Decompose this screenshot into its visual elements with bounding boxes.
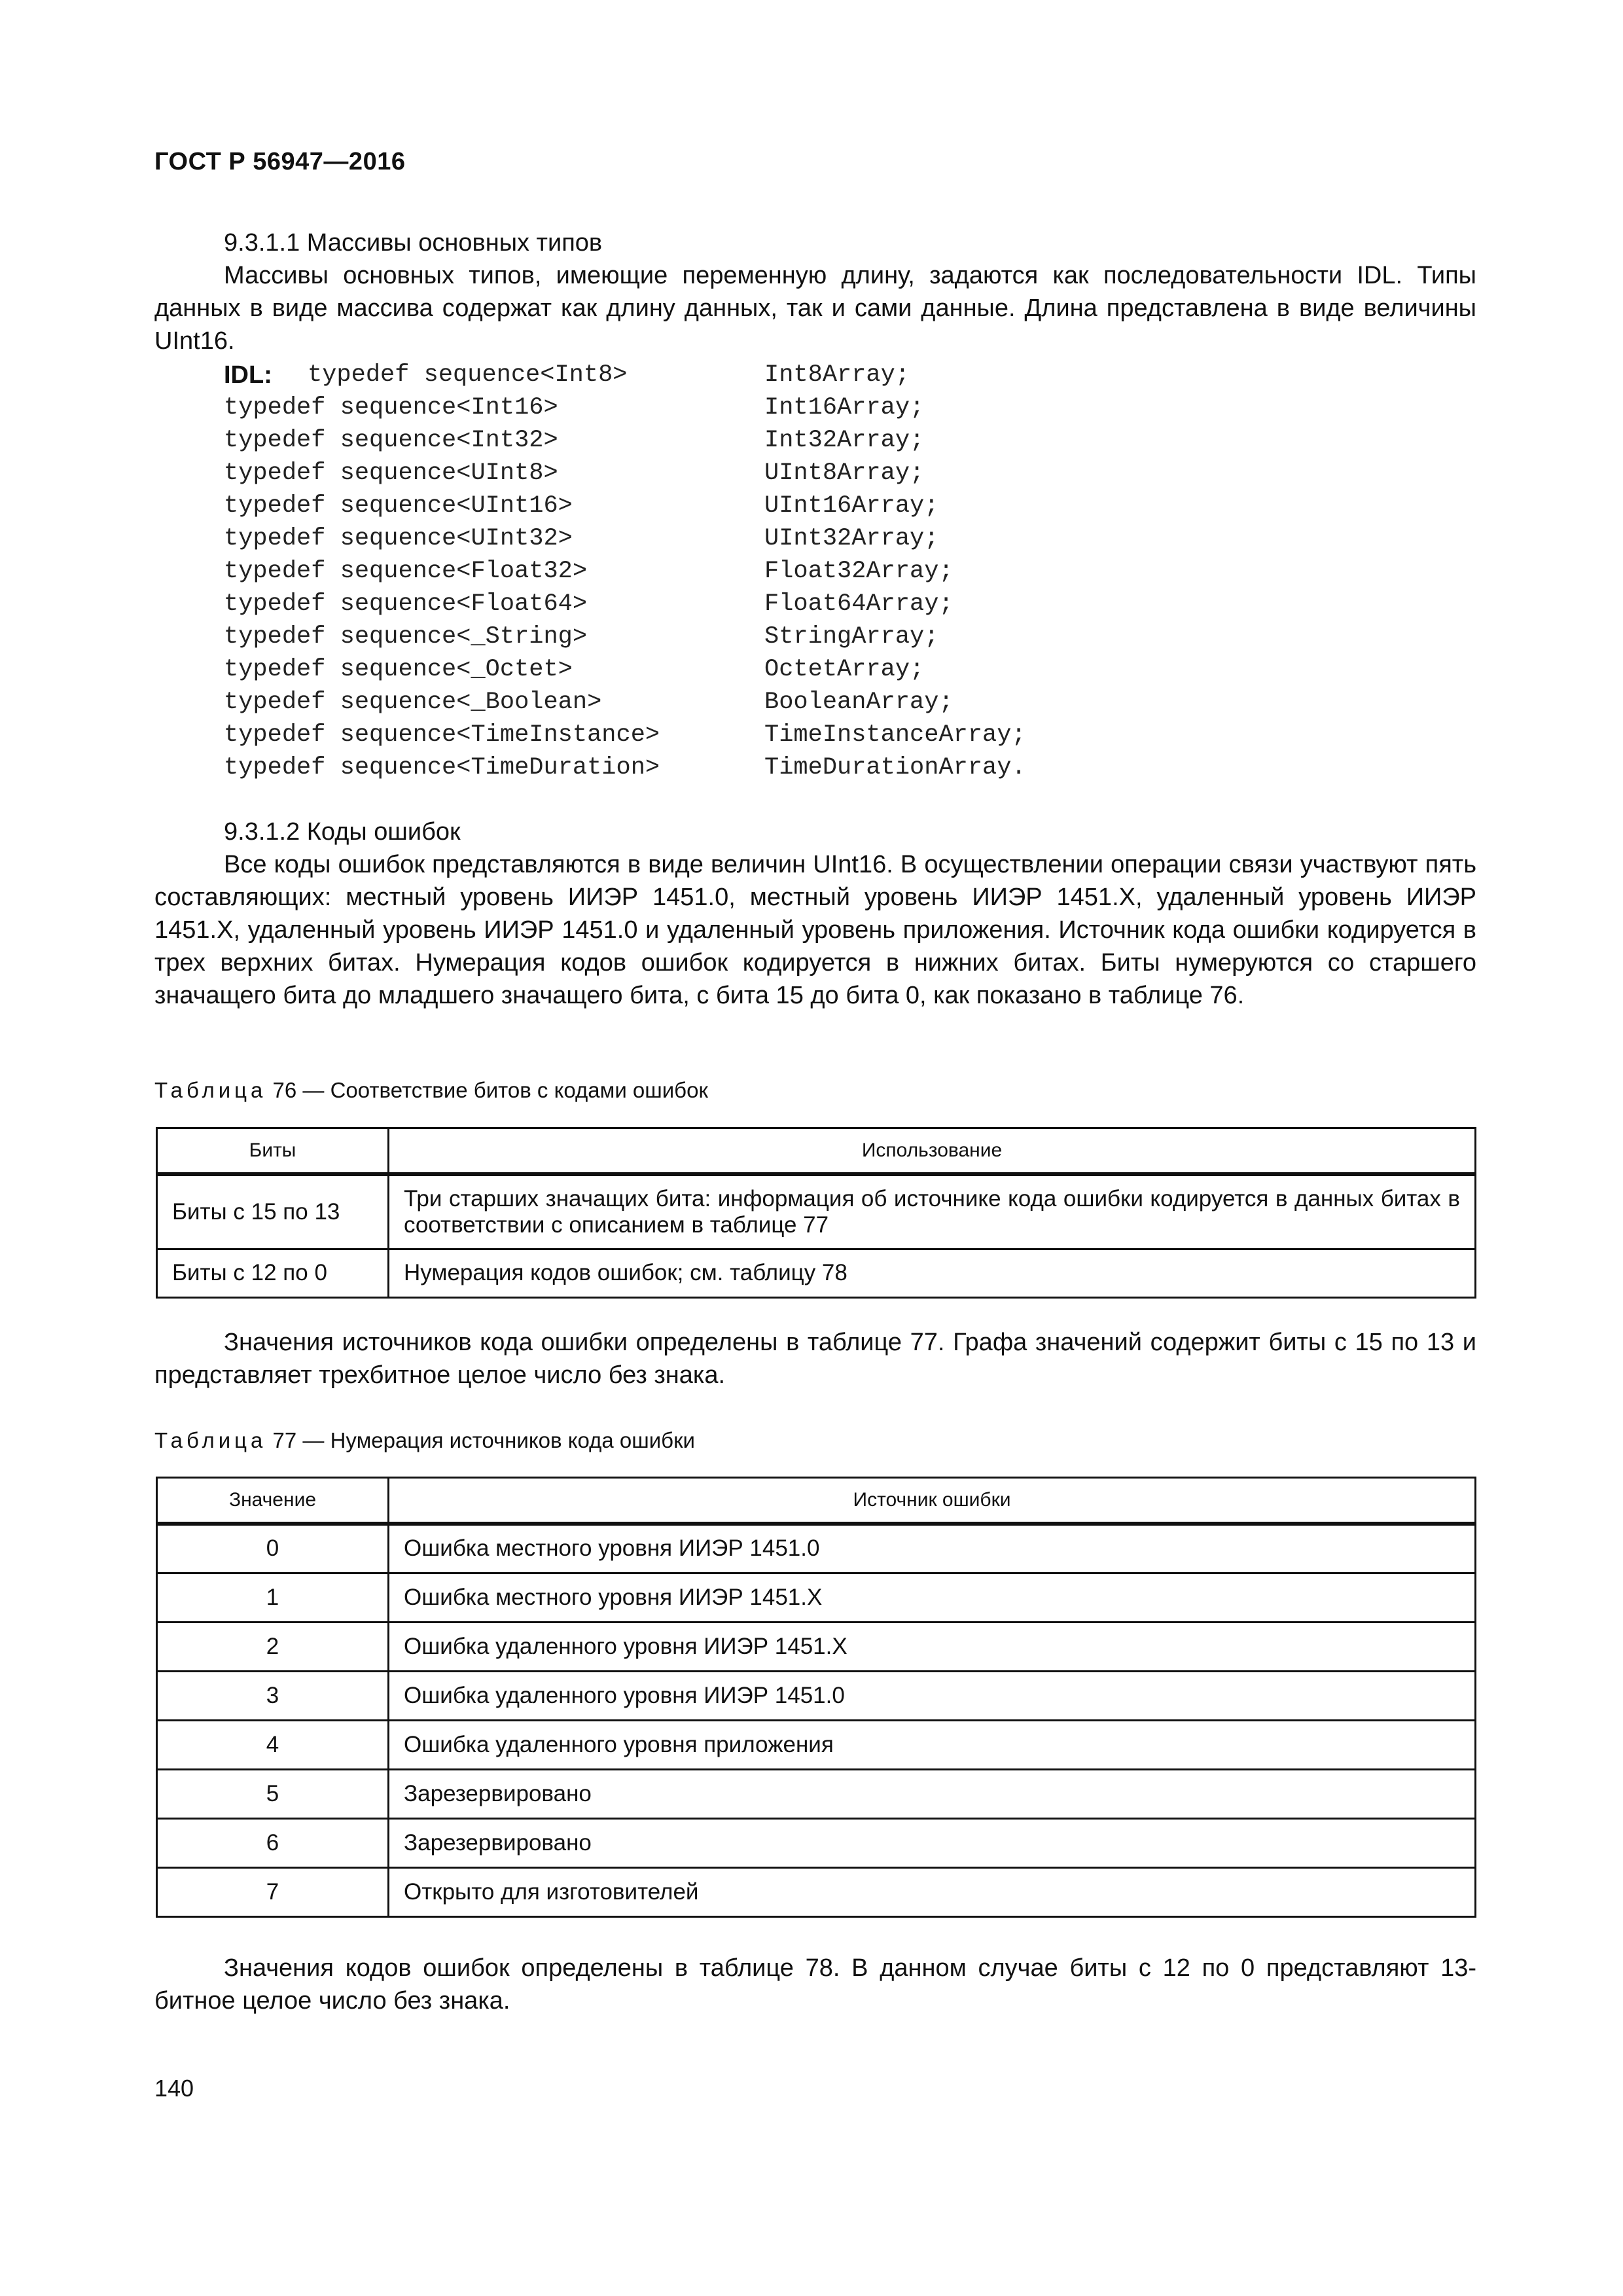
- code-declaration: typedef sequence<Float32>: [224, 558, 588, 585]
- table-cell: Ошибка удаленного уровня приложения: [389, 1720, 1476, 1769]
- idl-label: IDL:: [224, 361, 272, 389]
- table-76: [156, 1127, 1476, 1299]
- document-header: ГОСТ Р 56947—2016: [154, 148, 406, 175]
- paragraph-end: Значения кодов ошибок определены в таблице 78. В данном случае биты с 12 по 0 представляют 13-битное целое число без знака.: [154, 1954, 1476, 2015]
- table-row: [157, 1867, 1476, 1916]
- column-header: Значение: [157, 1478, 389, 1524]
- code-line: [224, 522, 1026, 555]
- code-line: [224, 751, 1026, 784]
- section-paragraph: Массивы основных типов, имеющие переменную длину, задаются как последовательности IDL. Типы данных в виде массива содержат как длину данных, так и сами данные. Длина представлена в виде величины UInt16.: [154, 262, 1476, 355]
- table-77: [156, 1477, 1476, 1918]
- code-declaration: typedef sequence<_Octet>: [224, 656, 573, 683]
- code-declaration: typedef sequence<TimeDuration>: [224, 754, 660, 781]
- table-row: [157, 1818, 1476, 1867]
- code-type-name: TimeInstanceArray;: [764, 721, 1026, 749]
- table-cell: Ошибка местного уровня ИИЭР 1451.X: [389, 1573, 1476, 1622]
- section-heading: 9.3.1.2 Коды ошибок: [224, 818, 461, 846]
- code-type-name: OctetArray;: [764, 656, 925, 683]
- table-cell: 5: [157, 1769, 389, 1818]
- table-cell: 2: [157, 1622, 389, 1671]
- code-declaration: typedef sequence<TimeInstance>: [224, 721, 660, 749]
- code-type-name: Int16Array;: [764, 394, 925, 422]
- code-line: [224, 588, 1026, 620]
- table-cell: Ошибка удаленного уровня ИИЭР 1451.0: [389, 1671, 1476, 1720]
- code-declaration: typedef sequence<Int32>: [224, 427, 558, 454]
- code-type-name: UInt8Array;: [764, 459, 925, 487]
- table-row: [157, 1671, 1476, 1720]
- code-line: [224, 457, 1026, 490]
- code-declaration: typedef sequence<UInt32>: [224, 525, 573, 552]
- table-row: [157, 1769, 1476, 1818]
- column-header: Использование: [389, 1128, 1476, 1175]
- table-cell: Ошибка местного уровня ИИЭР 1451.0: [389, 1524, 1476, 1573]
- column-header: Источник ошибки: [389, 1478, 1476, 1524]
- code-type-name: StringArray;: [764, 623, 939, 651]
- table-cell: Биты с 12 по 0: [157, 1249, 389, 1297]
- code-line: [224, 391, 1026, 424]
- section-9-3-1-1: [154, 226, 1476, 357]
- code-line: [224, 555, 1026, 588]
- table-row: [157, 1720, 1476, 1769]
- section-paragraph: Все коды ошибок представляются в виде величин UInt16. В осуществлении операции связи участвуют пять составляющих: местный уровень ИИЭР 1451.0, местный уровень ИИЭР 1451.X, удаленный уровень ИИЭР 1451.X, удаленный уровень ИИЭР 1451.0 и удаленный уровень приложения. Источник кода ошибки кодируется в трех верхних битах. Нумерация кодов ошибок кодируется в нижних битах. Биты нумеруются со старшего значащего бита до младшего значащего бита, с бита 15 до бита 0, как показано в таблице 76.: [154, 851, 1476, 1009]
- caption-word: Таблица: [154, 1428, 267, 1452]
- code-type-name: UInt32Array;: [764, 525, 939, 552]
- section-9-3-1-2: [154, 816, 1476, 1012]
- table-cell: 4: [157, 1720, 389, 1769]
- code-type-name: Int32Array;: [764, 427, 925, 454]
- table-cell: Биты с 15 по 13: [157, 1174, 389, 1249]
- code-declaration: typedef sequence<_String>: [224, 623, 588, 651]
- code-line: [224, 490, 1026, 522]
- table-row: [157, 1622, 1476, 1671]
- code-type-name: TimeDurationArray.: [764, 754, 1026, 781]
- code-declaration: typedef sequence<_Boolean>: [224, 689, 602, 716]
- table-cell: 1: [157, 1573, 389, 1622]
- code-line: [224, 424, 1026, 457]
- column-header: Биты: [157, 1128, 389, 1175]
- section-heading: 9.3.1.1 Массивы основных типов: [224, 229, 603, 257]
- idl-code-block: [224, 359, 1026, 784]
- table-77-caption: [154, 1428, 695, 1453]
- table-row: [157, 1174, 1476, 1249]
- code-declaration: typedef sequence<UInt8>: [224, 459, 558, 487]
- table-cell: Открыто для изготовителей: [389, 1867, 1476, 1916]
- code-line: [224, 653, 1026, 686]
- table-header-row: [157, 1478, 1476, 1524]
- code-line: [224, 620, 1026, 653]
- code-type-name: Float32Array;: [764, 558, 954, 585]
- page-number: 140: [154, 2075, 194, 2102]
- code-declaration: typedef sequence<UInt16>: [224, 492, 573, 520]
- caption-text: 77 — Нумерация источников кода ошибки: [266, 1428, 695, 1452]
- caption-text: 76 — Соответствие битов с кодами ошибок: [266, 1078, 708, 1102]
- table-cell: 3: [157, 1671, 389, 1720]
- code-type-name: Float64Array;: [764, 590, 954, 618]
- table-cell: Ошибка удаленного уровня ИИЭР 1451.X: [389, 1622, 1476, 1671]
- table-row: [157, 1249, 1476, 1297]
- table-row: [157, 1573, 1476, 1622]
- table-header-row: [157, 1128, 1476, 1175]
- caption-word: Таблица: [154, 1078, 267, 1102]
- code-declaration: typedef sequence<Int8>: [308, 361, 628, 389]
- table-cell: 7: [157, 1867, 389, 1916]
- code-declaration: typedef sequence<Float64>: [224, 590, 588, 618]
- table-cell: Три старших значащих бита: информация об источнике кода ошибки кодируется в данных битах в соответствии с описанием в таблице 77: [389, 1174, 1476, 1249]
- code-declaration: typedef sequence<Int16>: [224, 394, 558, 422]
- table-cell: Зарезервировано: [389, 1818, 1476, 1867]
- code-line: [224, 719, 1026, 751]
- code-line: [224, 686, 1026, 719]
- table-76-caption: [154, 1078, 708, 1103]
- code-type-name: Int8Array;: [764, 361, 910, 389]
- table-cell: Зарезервировано: [389, 1769, 1476, 1818]
- table-cell: Нумерация кодов ошибок; см. таблицу 78: [389, 1249, 1476, 1297]
- paragraph-between-tables: Значения источников кода ошибки определены в таблице 77. Графа значений содержит биты с 15 по 13 и представляет трехбитное целое число без знака.: [154, 1329, 1476, 1389]
- table-row: [157, 1524, 1476, 1573]
- table-cell: 0: [157, 1524, 389, 1573]
- code-type-name: UInt16Array;: [764, 492, 939, 520]
- table-cell: 6: [157, 1818, 389, 1867]
- code-type-name: BooleanArray;: [764, 689, 954, 716]
- code-line: [224, 359, 1026, 391]
